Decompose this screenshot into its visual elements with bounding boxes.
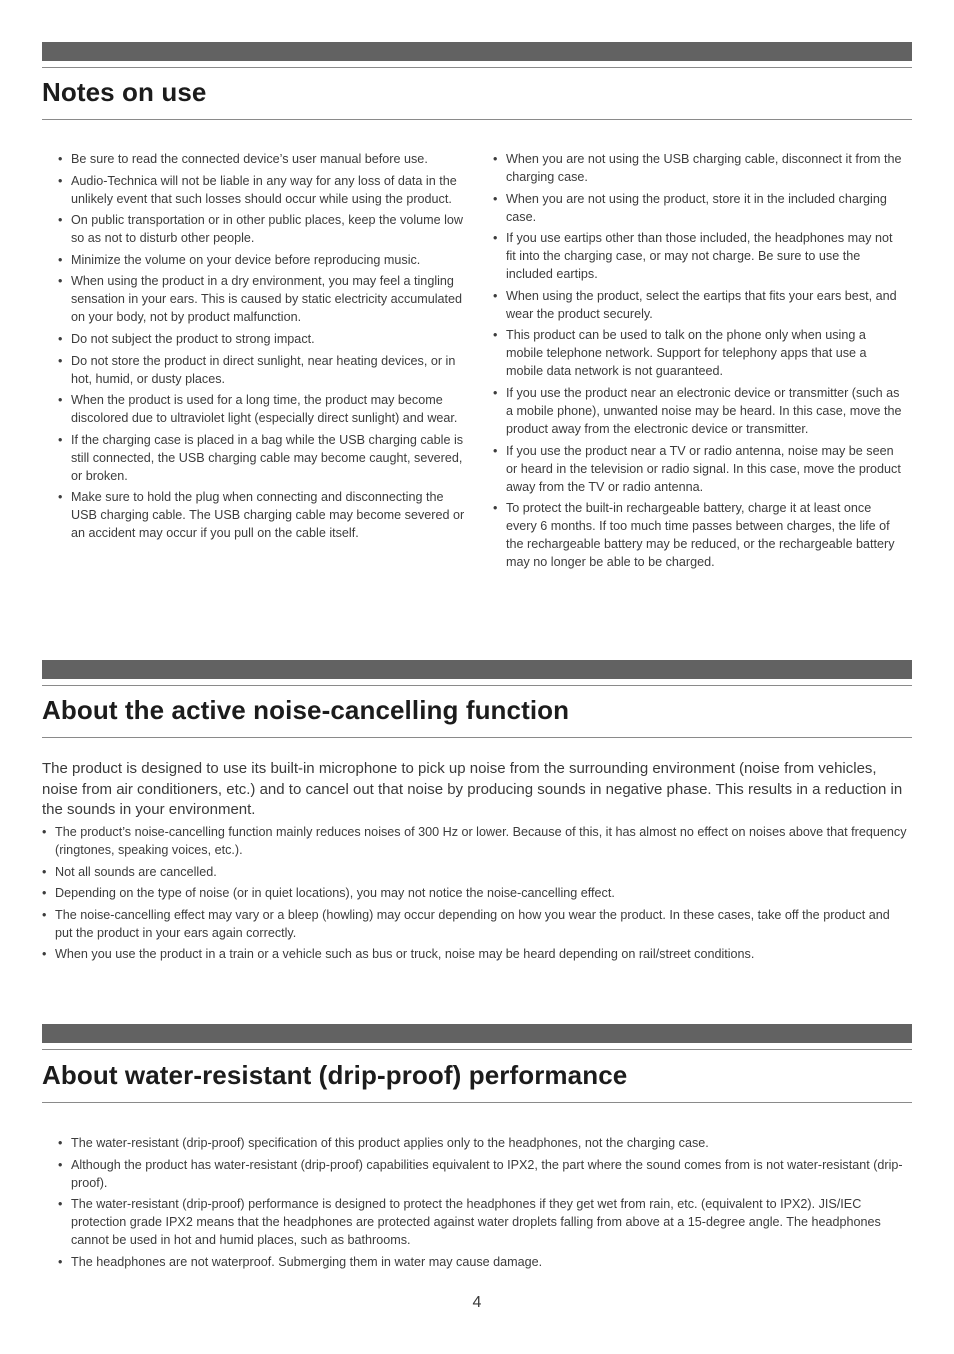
section-divider	[42, 119, 912, 120]
notes-on-use-title: Notes on use	[42, 77, 207, 107]
list-item: • When you are not using the USB charging cable, disconnect it from the charging case.	[493, 150, 903, 186]
list-item: • The water-resistant (drip-proof) specification of this product applies only to the headphones, not the charging case.	[58, 1134, 906, 1152]
list-item: • This product can be used to talk on the phone only when using a mobile telephone network. Support for telephony apps that use a mobile data network is not guaranteed.	[493, 326, 903, 380]
section-divider	[42, 685, 912, 686]
section-divider	[42, 737, 912, 738]
list-item: • When you are not using the product, store it in the included charging case.	[493, 190, 903, 226]
section-header-bar	[42, 660, 912, 679]
list-item: • The headphones are not waterproof. Submerging them in water may cause damage.	[58, 1253, 906, 1271]
section-divider	[42, 67, 912, 68]
list-item: • If you use the product near a TV or radio antenna, noise may be seen or heard in the television or radio signal. In this case, move the product away from the TV or radio antenna.	[493, 442, 903, 496]
list-item: • The noise-cancelling effect may vary or a bleep (howling) may occur depending on how you wear the product. In these cases, take off the product and put the product in your ears again correctly.	[42, 906, 908, 942]
list-item: • When the product is used for a long time, the product may become discolored due to ultraviolet light (especially direct sunlight) and wear.	[58, 391, 466, 427]
noise-cancelling-title: About the active noise-cancelling function	[42, 695, 570, 725]
list-item: • Not all sounds are cancelled.	[42, 863, 908, 881]
list-item: • When using the product, select the eartips that fits your ears best, and wear the product securely.	[493, 287, 903, 323]
list-item: • Audio-Technica will not be liable in any way for any loss of data in the unlikely event that such losses should occur while using the product.	[58, 172, 466, 208]
page-number: 4	[472, 1294, 482, 1311]
list-item: • When you use the product in a train or a vehicle such as bus or truck, noise may be heard depending on rail/street conditions.	[42, 945, 908, 963]
water-resistant-list	[58, 1134, 906, 1274]
noise-cancelling-list	[42, 823, 908, 967]
list-item: • Although the product has water-resistant (drip-proof) capabilities equivalent to IPX2, the part where the sound comes from is not water-resistant (drip-proof).	[58, 1156, 906, 1192]
notes-right-list	[493, 150, 903, 575]
list-item: • Depending on the type of noise (or in quiet locations), you may not notice the noise-cancelling effect.	[42, 884, 908, 902]
list-item: • If you use the product near an electronic device or transmitter (such as a mobile phone), unwanted noise may be heard. In this case, move the product away from the electronic device or transmitter.	[493, 384, 903, 438]
list-item: • The product’s noise-cancelling function mainly reduces noises of 300 Hz or lower. Because of this, it has almost no effect on noises above that frequency (ringtones, speaking voices, etc.).	[42, 823, 908, 859]
water-resistant-title: About water-resistant (drip-proof) performance	[42, 1060, 628, 1090]
list-item: • The water-resistant (drip-proof) performance is designed to protect the headphones if they get wet from rain, etc. (equivalent to IPX2). JIS/IEC protection grade IPX2 means that the headphones are protected against water droplets falling from above at a 15-degree angle. The headphones cannot be used in hot and humid places, such as bathrooms.	[58, 1195, 906, 1249]
section-divider	[42, 1049, 912, 1050]
list-item: • Do not store the product in direct sunlight, near heating devices, or in hot, humid, or dusty places.	[58, 352, 466, 388]
list-item: • On public transportation or in other public places, keep the volume low so as not to disturb other people.	[58, 211, 466, 247]
list-item: • If the charging case is placed in a bag while the USB charging cable is still connected, the USB charging cable may become caught, severed, or broken.	[58, 431, 466, 485]
notes-left-list	[58, 150, 466, 546]
list-item: • Be sure to read the connected device’s user manual before use.	[58, 150, 466, 168]
section-header-bar	[42, 42, 912, 61]
list-item: • When using the product in a dry environment, you may feel a tingling sensation in your ears. This is caused by static electricity accumulated on your body, not by product malfunction.	[58, 272, 466, 326]
noise-cancelling-intro: The product is designed to use its built-in microphone to pick up noise from the surrounding environment (noise from vehicles, noise from air conditioners, etc.) and to cancel out that noise by producing sounds in negative phase. This results in a reduction in the sounds in your environment.	[42, 760, 903, 819]
list-item: • If you use eartips other than those included, the headphones may not fit into the charging case, or may not charge. Be sure to use the included eartips.	[493, 229, 903, 283]
list-item: • Make sure to hold the plug when connecting and disconnecting the USB charging cable. The USB charging cable may become severed or an accident may occur if you pull on the cable itself.	[58, 488, 466, 542]
list-item: • Do not subject the product to strong impact.	[58, 330, 466, 348]
section-divider	[42, 1102, 912, 1103]
list-item: • Minimize the volume on your device before reproducing music.	[58, 251, 466, 269]
list-item: • To protect the built-in rechargeable battery, charge it at least once every 6 months. If too much time passes between charges, the life of the rechargeable battery may be reduced, or the rechargeable battery may no longer be able to be charged.	[493, 499, 903, 571]
section-header-bar	[42, 1024, 912, 1043]
